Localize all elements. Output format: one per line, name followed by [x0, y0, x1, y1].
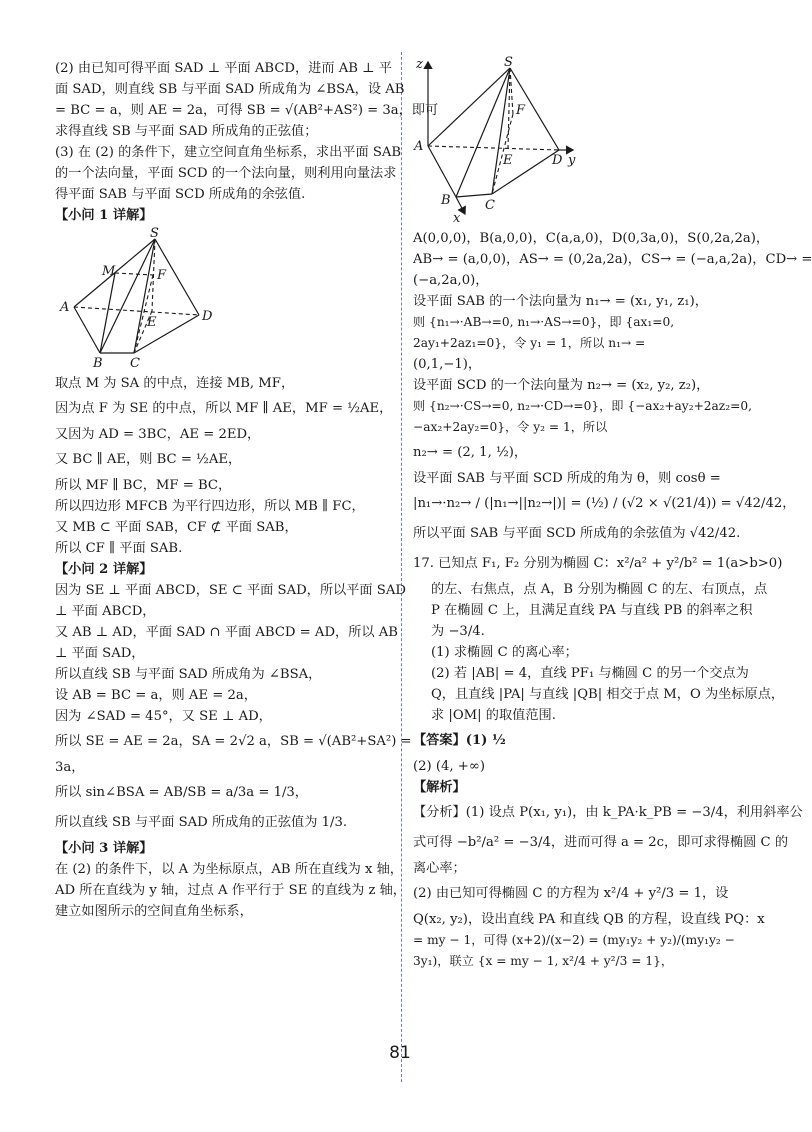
text-line: A(0,0,0)，B(a,0,0)，C(a,a,0)，D(0,3a,0)，S(0,2a,2a)， — [413, 231, 770, 246]
vertex-label-b: B — [441, 193, 451, 208]
axis-label-z: z — [416, 57, 423, 72]
text-line: 又 MB ⊂ 平面 SAB，CF ⊄ 平面 SAB， — [55, 520, 298, 535]
text-line: 求 |OM| 的取值范围. — [431, 708, 556, 723]
vertex-label-s: S — [504, 55, 513, 70]
text-line: = my − 1，可得 (x+2)/(x−2) = (my₁y₂ + y₂)/(my₁y₂ − 3y₁)，联立 {x = my − 1, x²/4 + y²/3 = 1}， — [413, 933, 735, 968]
text-line: (−a,2a,0)， — [413, 273, 489, 288]
text-line: (3) 在 (2) 的条件下，建立空间直角坐标系，求出平面 SAB — [55, 145, 402, 160]
text-line: 因为 SE ⊥ 平面 ABCD，SE ⊂ 平面 SAD，所以平面 SAD — [55, 583, 406, 598]
answer-line: 【答案】(1) ½ — [413, 733, 506, 748]
point-label-e: E — [503, 153, 513, 168]
text-line: (2) 若 |AB| = 4，直线 PF₁ 与椭圆 C 的另一个交点为 — [431, 666, 749, 681]
text-line: 离心率； — [413, 861, 466, 876]
text-line: 又 AB ⊥ AD，平面 SAD ∩ 平面 ABCD = AD，所以 AB — [55, 625, 398, 640]
page-number: 81 — [389, 1043, 411, 1063]
text-line: (2) 由已知可得椭圆 C 的方程为 x²/4 + y²/3 = 1，设 — [413, 886, 729, 901]
section-heading: 【小问 3 详解】 — [55, 841, 153, 856]
text-line: 的一个法向量，平面 SCD 的一个法向量，则利用向量法求 — [55, 166, 397, 181]
text-line: 所以 SE = AE = 2a，SA = 2√2 a，SB = √(AB²+SA²) = — [55, 734, 412, 749]
text-line: Q(x₂, y₂)，设出直线 PA 和直线 QB 的方程，设直线 PQ：x — [413, 912, 765, 927]
vertex-label-c: C — [130, 356, 140, 371]
text-line: 3a， — [55, 760, 85, 775]
text-line: Q，且直线 |PA| 与直线 |QB| 相交于点 M，O 为坐标原点， — [431, 687, 785, 702]
text-line: (0,1,−1)， — [413, 357, 482, 372]
text-line: 设平面 SAB 与平面 SCD 所成的角为 θ，则 cosθ = — [413, 471, 721, 486]
text-line: 则 {n₂→·CS→=0, n₂→·CD→=0}，即 {−ax₂+ay₂+2az₂=0, −ax₂+2ay₂=0}，令 y₂ = 1，所以 — [413, 399, 752, 434]
text-line: 的左、右焦点，点 A，B 分别为椭圆 C 的左、右顶点，点 — [431, 582, 768, 597]
text-line: 所以四边形 MFCB 为平行四边形，所以 MB ∥ FC， — [55, 499, 365, 514]
text-line: (2) 由已知可得平面 SAD ⊥ 平面 ABCD，进而 AB ⊥ 平 — [55, 61, 392, 76]
axis-label-y: y — [568, 153, 576, 168]
text-line: 建立如图所示的空间直角坐标系， — [55, 904, 253, 919]
axis-label-x: x — [453, 211, 461, 226]
vertex-label-a: A — [60, 300, 70, 315]
text-line: 设平面 SAB 的一个法向量为 n₁→ = (x₁, y₁, z₁)， — [413, 294, 708, 309]
text-line: 所以 CF ∥ 平面 SAB. — [55, 541, 183, 556]
text-line: 又因为 AD = 3BC，AE = 2ED， — [55, 427, 261, 442]
text-line: 在 (2) 的条件下，以 A 为坐标原点，AB 所在直线为 x 轴， — [55, 862, 403, 877]
text-line: n₂→ = (2, 1, ½)， — [413, 445, 528, 460]
point-label-e: E — [147, 315, 157, 330]
text-line: 所以直线 SB 与平面 SAD 所成角为 ∠BSA， — [55, 667, 322, 682]
text-line: 又 BC ∥ AE，则 BC = ½AE， — [55, 452, 242, 467]
section-heading: 【小问 1 详解】 — [55, 208, 153, 223]
text-line: 式可得 −b²/a² = −3/4，进而可得 a = 2c，即可求得椭圆 C 的 — [413, 835, 789, 850]
text-line: 面 SAD，则直线 SB 与平面 SAD 所成角为 ∠BSA，设 AB — [55, 82, 405, 97]
text-line: 因为点 F 为 SE 的中点，所以 MF ∥ AE，MF = ½AE， — [55, 401, 393, 416]
text-line: 所以平面 SAB 与平面 SCD 所成角的余弦值为 √42/42. — [413, 526, 741, 541]
problem-17-text: 17. 已知点 F₁, F₂ 分别为椭圆 C：x²/a² + y²/b² = 1(a>b>0) — [413, 556, 783, 571]
vertex-label-d: D — [202, 309, 213, 324]
text-line: 设 AB = BC = a，则 AE = 2a， — [55, 688, 257, 703]
text-line: 则 {n₁→·AB→=0, n₁→·AS→=0}，即 {ax₁=0, 2ay₁+2az₁=0}，令 y₁ = 1，所以 n₁→ = — [413, 315, 675, 350]
text-line: |n₁→·n₂→ / (|n₁→||n₂→|)| = (½) / (√2 × √(21/4)) = √42/42， — [413, 496, 796, 511]
coordinate-pyramid-figure — [413, 54, 588, 224]
text-line: ⊥ 平面 ABCD， — [55, 604, 156, 619]
text-line: 取点 M 为 SA 的中点，连接 MB, MF， — [55, 376, 295, 391]
text-line: = BC = a，则 AE = 2a，可得 SB = √(AB²+AS²) = 3a，即可 — [55, 103, 439, 118]
text-line: 得平面 SAB 与平面 SCD 所成角的余弦值. — [55, 187, 306, 202]
section-heading: 【解析】 — [413, 780, 466, 795]
vertex-label-c: C — [485, 198, 495, 213]
text-line: 所以 sin∠BSA = AB/SB = a/3a = 1/3， — [55, 785, 308, 800]
text-line: 为 −3/4. — [431, 624, 485, 639]
text-line: P 在椭圆 C 上，且满足直线 PA 与直线 PB 的斜率之积 — [431, 603, 753, 618]
right-column — [413, 55, 812, 972]
text-line: 因为 ∠SAD = 45°，又 SE ⊥ AD， — [55, 709, 272, 724]
column-divider — [401, 52, 402, 1082]
text-line: 【分析】(1) 设点 P(x₁, y₁)，由 k_PA·k_PB = −3/4，利用斜率公 — [413, 805, 803, 820]
left-column — [55, 58, 439, 922]
text-line: 求得直线 SB 与平面 SAD 所成角的正弦值； — [55, 124, 318, 139]
answer-line: (2) (4, +∞) — [413, 759, 485, 774]
text-line: 所以直线 SB 与平面 SAD 所成角的正弦值为 1/3. — [55, 815, 348, 830]
pyramid-figure-1 — [55, 226, 225, 371]
text-line: AD 所在直线为 y 轴，过点 A 作平行于 SE 的直线为 z 轴， — [55, 883, 406, 898]
vertex-label-b: B — [93, 356, 103, 371]
vertex-label-d: D — [552, 153, 563, 168]
vertex-label-a: A — [414, 139, 424, 154]
vertex-label-m: M — [102, 264, 116, 279]
text-line: AB→ = (a,0,0)，AS→ = (0,2a,2a)，CS→ = (−a,a,2a)，CD→ = — [413, 252, 812, 267]
text-line: ⊥ 平面 SAD， — [55, 646, 145, 661]
point-label-f: F — [157, 268, 167, 283]
text-line: 设平面 SCD 的一个法向量为 n₂→ = (x₂, y₂, z₂)， — [413, 378, 710, 393]
point-label-f: F — [516, 103, 526, 118]
text-line: 所以 MF ∥ BC，MF = BC， — [55, 478, 232, 493]
text-line: (1) 求椭圆 C 的离心率； — [431, 645, 578, 660]
vertex-label-s: S — [150, 226, 159, 241]
section-heading: 【小问 2 详解】 — [55, 562, 153, 577]
